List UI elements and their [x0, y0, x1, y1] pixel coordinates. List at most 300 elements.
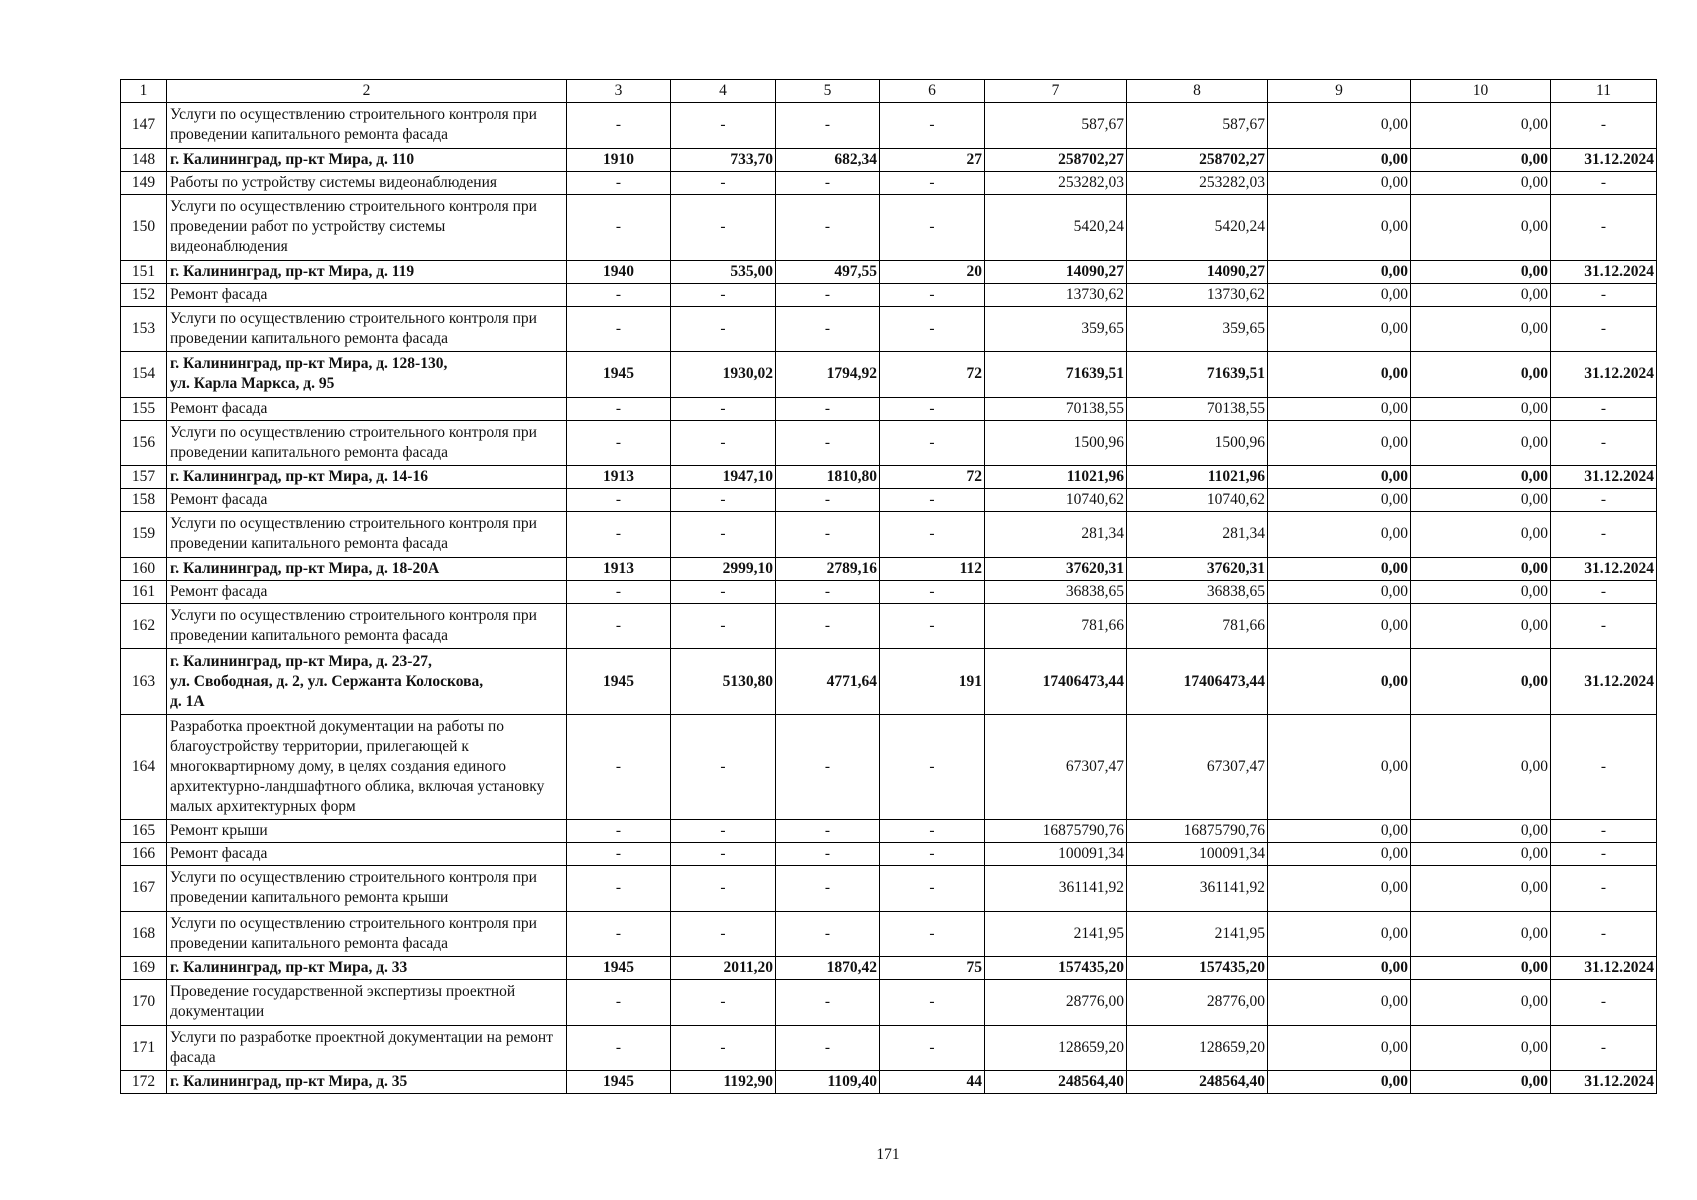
description-cell: г. Калининград, пр-кт Мира, д. 119 — [167, 260, 567, 283]
value-cell: - — [671, 980, 776, 1026]
value-cell: - — [671, 911, 776, 957]
table-row — [121, 980, 1657, 1026]
value-cell: - — [880, 171, 985, 194]
value-cell: - — [776, 512, 880, 558]
table-row — [121, 1025, 1657, 1071]
table-row — [121, 512, 1657, 558]
value-cell: 2999,10 — [671, 557, 776, 580]
value-cell: 0,00 — [1411, 352, 1551, 398]
date-cell: - — [1551, 911, 1657, 957]
description-cell: Работы по устройству системы видеонаблюдения — [167, 171, 567, 194]
value-cell: 17406473,44 — [985, 649, 1127, 715]
description-cell: Услуги по осуществлению строительного контроля при проведении капитального ремонта фасада — [167, 420, 567, 466]
description-cell: г. Калининград, пр-кт Мира, д. 33 — [167, 957, 567, 980]
value-cell: 16875790,76 — [985, 820, 1127, 843]
value-cell: 71639,51 — [1127, 352, 1268, 398]
row-number-cell: 151 — [121, 260, 167, 283]
year-cell: - — [567, 512, 671, 558]
value-cell: - — [671, 194, 776, 260]
value-cell: 72 — [880, 466, 985, 489]
table-body — [121, 103, 1657, 1094]
value-cell: 248564,40 — [1127, 1071, 1268, 1094]
description-cell: Услуги по разработке проектной документации на ремонт фасада — [167, 1025, 567, 1071]
value-cell: 4771,64 — [776, 649, 880, 715]
description-cell: г. Калининград, пр-кт Мира, д. 14-16 — [167, 466, 567, 489]
description-cell: Услуги по осуществлению строительного контроля при проведении капитального ремонта крыши — [167, 866, 567, 912]
column-header: 8 — [1127, 80, 1268, 103]
value-cell: 0,00 — [1268, 489, 1411, 512]
value-cell: 253282,03 — [985, 171, 1127, 194]
value-cell: 0,00 — [1411, 283, 1551, 306]
value-cell: 0,00 — [1411, 171, 1551, 194]
date-cell: - — [1551, 715, 1657, 820]
value-cell: 0,00 — [1411, 866, 1551, 912]
value-cell: - — [880, 397, 985, 420]
value-cell: 0,00 — [1268, 911, 1411, 957]
value-cell: 128659,20 — [1127, 1025, 1268, 1071]
date-cell: 31.12.2024 — [1551, 260, 1657, 283]
date-cell: - — [1551, 866, 1657, 912]
value-cell: - — [776, 820, 880, 843]
date-cell: 31.12.2024 — [1551, 557, 1657, 580]
table-row — [121, 957, 1657, 980]
value-cell: - — [671, 820, 776, 843]
description-cell: Ремонт крыши — [167, 820, 567, 843]
value-cell: - — [776, 194, 880, 260]
value-cell: 0,00 — [1411, 715, 1551, 820]
row-number-cell: 172 — [121, 1071, 167, 1094]
date-cell: 31.12.2024 — [1551, 1071, 1657, 1094]
value-cell: 535,00 — [671, 260, 776, 283]
value-cell: - — [671, 420, 776, 466]
value-cell: 361141,92 — [1127, 866, 1268, 912]
value-cell: 781,66 — [1127, 603, 1268, 649]
value-cell: 157435,20 — [985, 957, 1127, 980]
value-cell: - — [776, 866, 880, 912]
description-cell: г. Калининград, пр-кт Мира, д. 23-27, ул. Свободная, д. 2, ул. Сержанта Колоскова, д. 1А — [167, 649, 567, 715]
value-cell: 0,00 — [1268, 194, 1411, 260]
description-cell: г. Калининград, пр-кт Мира, д. 110 — [167, 148, 567, 171]
value-cell: 1109,40 — [776, 1071, 880, 1094]
date-cell: 31.12.2024 — [1551, 352, 1657, 398]
value-cell: - — [671, 603, 776, 649]
value-cell: 258702,27 — [985, 148, 1127, 171]
date-cell: - — [1551, 194, 1657, 260]
value-cell: 359,65 — [985, 306, 1127, 352]
table-row — [121, 649, 1657, 715]
value-cell: 281,34 — [1127, 512, 1268, 558]
value-cell: 157435,20 — [1127, 957, 1268, 980]
year-cell: - — [567, 715, 671, 820]
value-cell: 1500,96 — [1127, 420, 1268, 466]
value-cell: - — [880, 866, 985, 912]
table-row — [121, 580, 1657, 603]
value-cell: 0,00 — [1411, 603, 1551, 649]
value-cell: - — [671, 489, 776, 512]
value-cell: 2141,95 — [1127, 911, 1268, 957]
column-header: 5 — [776, 80, 880, 103]
value-cell: - — [671, 171, 776, 194]
year-cell: 1913 — [567, 557, 671, 580]
value-cell: - — [880, 512, 985, 558]
value-cell: 0,00 — [1268, 420, 1411, 466]
year-cell: - — [567, 1025, 671, 1071]
value-cell: 11021,96 — [985, 466, 1127, 489]
description-cell: Ремонт фасада — [167, 843, 567, 866]
table-row — [121, 103, 1657, 149]
value-cell: - — [880, 911, 985, 957]
table-row — [121, 466, 1657, 489]
value-cell: - — [671, 843, 776, 866]
date-cell: 31.12.2024 — [1551, 148, 1657, 171]
value-cell: 2141,95 — [985, 911, 1127, 957]
table-row — [121, 397, 1657, 420]
value-cell: 1192,90 — [671, 1071, 776, 1094]
row-number-cell: 149 — [121, 171, 167, 194]
value-cell: 0,00 — [1268, 957, 1411, 980]
header-row — [121, 80, 1657, 103]
value-cell: 0,00 — [1268, 980, 1411, 1026]
value-cell: - — [671, 103, 776, 149]
row-number-cell: 162 — [121, 603, 167, 649]
value-cell: - — [880, 420, 985, 466]
value-cell: 100091,34 — [1127, 843, 1268, 866]
value-cell: 0,00 — [1268, 103, 1411, 149]
row-number-cell: 171 — [121, 1025, 167, 1071]
value-cell: - — [776, 911, 880, 957]
value-cell: - — [880, 194, 985, 260]
row-number-cell: 157 — [121, 466, 167, 489]
date-cell: - — [1551, 1025, 1657, 1071]
date-cell: - — [1551, 420, 1657, 466]
table-row — [121, 283, 1657, 306]
value-cell: 497,55 — [776, 260, 880, 283]
row-number-cell: 168 — [121, 911, 167, 957]
description-cell: Услуги по осуществлению строительного контроля при проведении работ по устройству системы видеонаблюдения — [167, 194, 567, 260]
value-cell: 191 — [880, 649, 985, 715]
value-cell: - — [880, 843, 985, 866]
value-cell: 36838,65 — [1127, 580, 1268, 603]
value-cell: 1794,92 — [776, 352, 880, 398]
value-cell: 248564,40 — [985, 1071, 1127, 1094]
table-row — [121, 194, 1657, 260]
table-row — [121, 866, 1657, 912]
year-cell: - — [567, 866, 671, 912]
value-cell: 0,00 — [1411, 489, 1551, 512]
value-cell: - — [776, 306, 880, 352]
description-cell: Ремонт фасада — [167, 397, 567, 420]
row-number-cell: 148 — [121, 148, 167, 171]
value-cell: 2011,20 — [671, 957, 776, 980]
value-cell: 258702,27 — [1127, 148, 1268, 171]
column-header: 4 — [671, 80, 776, 103]
value-cell: 0,00 — [1268, 843, 1411, 866]
value-cell: 0,00 — [1268, 352, 1411, 398]
value-cell: 0,00 — [1268, 306, 1411, 352]
value-cell: 682,34 — [776, 148, 880, 171]
value-cell: 0,00 — [1268, 171, 1411, 194]
description-cell: г. Калининград, пр-кт Мира, д. 18-20А — [167, 557, 567, 580]
value-cell: 1870,42 — [776, 957, 880, 980]
value-cell: 0,00 — [1268, 1025, 1411, 1071]
row-number-cell: 166 — [121, 843, 167, 866]
value-cell: 0,00 — [1268, 512, 1411, 558]
row-number-cell: 152 — [121, 283, 167, 306]
value-cell: - — [776, 171, 880, 194]
value-cell: 0,00 — [1411, 260, 1551, 283]
description-cell: Ремонт фасада — [167, 580, 567, 603]
description-cell: г. Калининград, пр-кт Мира, д. 35 — [167, 1071, 567, 1094]
value-cell: 13730,62 — [985, 283, 1127, 306]
value-cell: 0,00 — [1268, 820, 1411, 843]
table-row — [121, 820, 1657, 843]
value-cell: 0,00 — [1411, 820, 1551, 843]
value-cell: 0,00 — [1411, 843, 1551, 866]
year-cell: - — [567, 820, 671, 843]
value-cell: 2789,16 — [776, 557, 880, 580]
date-cell: - — [1551, 103, 1657, 149]
column-header: 7 — [985, 80, 1127, 103]
value-cell: 37620,31 — [1127, 557, 1268, 580]
value-cell: - — [880, 306, 985, 352]
table-row — [121, 148, 1657, 171]
row-number-cell: 169 — [121, 957, 167, 980]
row-number-cell: 158 — [121, 489, 167, 512]
value-cell: 0,00 — [1411, 649, 1551, 715]
value-cell: 0,00 — [1268, 1071, 1411, 1094]
value-cell: 100091,34 — [985, 843, 1127, 866]
row-number-cell: 163 — [121, 649, 167, 715]
date-cell: - — [1551, 306, 1657, 352]
value-cell: 0,00 — [1411, 194, 1551, 260]
value-cell: - — [880, 980, 985, 1026]
year-cell: 1940 — [567, 260, 671, 283]
row-number-cell: 156 — [121, 420, 167, 466]
value-cell: - — [880, 603, 985, 649]
table-row — [121, 489, 1657, 512]
value-cell: 0,00 — [1268, 649, 1411, 715]
value-cell: 0,00 — [1411, 148, 1551, 171]
value-cell: 70138,55 — [1127, 397, 1268, 420]
page-number: 171 — [876, 1146, 900, 1163]
description-cell: Услуги по осуществлению строительного контроля при проведении капитального ремонта фасада — [167, 306, 567, 352]
value-cell: 71639,51 — [985, 352, 1127, 398]
value-cell: - — [776, 980, 880, 1026]
value-cell: - — [776, 103, 880, 149]
year-cell: - — [567, 171, 671, 194]
value-cell: 0,00 — [1268, 866, 1411, 912]
value-cell: 17406473,44 — [1127, 649, 1268, 715]
table-row — [121, 352, 1657, 398]
description-cell: г. Калининград, пр-кт Мира, д. 128-130, ул. Карла Маркса, д. 95 — [167, 352, 567, 398]
table-row — [121, 306, 1657, 352]
value-cell: 0,00 — [1411, 103, 1551, 149]
value-cell: 0,00 — [1411, 911, 1551, 957]
value-cell: 128659,20 — [985, 1025, 1127, 1071]
value-cell: 5420,24 — [1127, 194, 1268, 260]
row-number-cell: 150 — [121, 194, 167, 260]
value-cell: 0,00 — [1268, 260, 1411, 283]
date-cell: - — [1551, 171, 1657, 194]
value-cell: 587,67 — [1127, 103, 1268, 149]
year-cell: - — [567, 306, 671, 352]
value-cell: 1930,02 — [671, 352, 776, 398]
date-cell: 31.12.2024 — [1551, 466, 1657, 489]
value-cell: - — [880, 103, 985, 149]
value-cell: 10740,62 — [985, 489, 1127, 512]
value-cell: 359,65 — [1127, 306, 1268, 352]
year-cell: - — [567, 489, 671, 512]
date-cell: - — [1551, 843, 1657, 866]
value-cell: 28776,00 — [985, 980, 1127, 1026]
value-cell: 781,66 — [985, 603, 1127, 649]
value-cell: - — [880, 580, 985, 603]
value-cell: 20 — [880, 260, 985, 283]
year-cell: - — [567, 843, 671, 866]
value-cell: 0,00 — [1411, 957, 1551, 980]
year-cell: - — [567, 603, 671, 649]
value-cell: 36838,65 — [985, 580, 1127, 603]
row-number-cell: 155 — [121, 397, 167, 420]
year-cell: - — [567, 911, 671, 957]
row-number-cell: 159 — [121, 512, 167, 558]
row-number-cell: 165 — [121, 820, 167, 843]
row-number-cell: 170 — [121, 980, 167, 1026]
description-cell: Разработка проектной документации на работы по благоустройству территории, прилегающей к многоквартирному дому, в целях создания единого архитектурно-ландшафтного облика, включая установку малых архитектурных форм — [167, 715, 567, 820]
column-header: 9 — [1268, 80, 1411, 103]
column-header: 10 — [1411, 80, 1551, 103]
date-cell: - — [1551, 580, 1657, 603]
value-cell: - — [776, 843, 880, 866]
table-row — [121, 557, 1657, 580]
value-cell: - — [671, 866, 776, 912]
value-cell: 361141,92 — [985, 866, 1127, 912]
value-cell: 14090,27 — [1127, 260, 1268, 283]
description-cell: Проведение государственной экспертизы проектной документации — [167, 980, 567, 1026]
description-cell: Ремонт фасада — [167, 489, 567, 512]
value-cell: - — [671, 306, 776, 352]
year-cell: - — [567, 283, 671, 306]
row-number-cell: 153 — [121, 306, 167, 352]
value-cell: 0,00 — [1268, 603, 1411, 649]
table-row — [121, 1071, 1657, 1094]
value-cell: 0,00 — [1268, 466, 1411, 489]
value-cell: 16875790,76 — [1127, 820, 1268, 843]
value-cell: 0,00 — [1268, 148, 1411, 171]
table-row — [121, 911, 1657, 957]
value-cell: 0,00 — [1411, 420, 1551, 466]
table-row — [121, 715, 1657, 820]
value-cell: 112 — [880, 557, 985, 580]
value-cell: 281,34 — [985, 512, 1127, 558]
value-cell: 0,00 — [1268, 397, 1411, 420]
description-cell: Ремонт фасада — [167, 283, 567, 306]
column-header: 11 — [1551, 80, 1657, 103]
value-cell: - — [776, 580, 880, 603]
description-cell: Услуги по осуществлению строительного контроля при проведении капитального ремонта фасада — [167, 603, 567, 649]
value-cell: 10740,62 — [1127, 489, 1268, 512]
value-cell: - — [671, 1025, 776, 1071]
table-row — [121, 171, 1657, 194]
value-cell: 75 — [880, 957, 985, 980]
date-cell: 31.12.2024 — [1551, 957, 1657, 980]
column-header: 3 — [567, 80, 671, 103]
value-cell: - — [776, 397, 880, 420]
description-cell: Услуги по осуществлению строительного контроля при проведении капитального ремонта фасада — [167, 103, 567, 149]
value-cell: 1810,80 — [776, 466, 880, 489]
value-cell: 72 — [880, 352, 985, 398]
description-cell: Услуги по осуществлению строительного контроля при проведении капитального ремонта фасада — [167, 512, 567, 558]
row-number-cell: 154 — [121, 352, 167, 398]
value-cell: 0,00 — [1411, 1025, 1551, 1071]
year-cell: - — [567, 397, 671, 420]
date-cell: - — [1551, 283, 1657, 306]
value-cell: - — [776, 283, 880, 306]
table-row — [121, 260, 1657, 283]
year-cell: 1945 — [567, 649, 671, 715]
date-cell: - — [1551, 980, 1657, 1026]
row-number-cell: 161 — [121, 580, 167, 603]
date-cell: - — [1551, 397, 1657, 420]
date-cell: 31.12.2024 — [1551, 649, 1657, 715]
column-header: 2 — [167, 80, 567, 103]
table-row — [121, 843, 1657, 866]
value-cell: 0,00 — [1411, 557, 1551, 580]
year-cell: - — [567, 980, 671, 1026]
table-row — [121, 603, 1657, 649]
value-cell: 0,00 — [1411, 466, 1551, 489]
value-cell: - — [880, 1025, 985, 1071]
value-cell: 0,00 — [1268, 580, 1411, 603]
column-header: 6 — [880, 80, 985, 103]
year-cell: - — [567, 103, 671, 149]
value-cell: - — [671, 715, 776, 820]
row-number-cell: 160 — [121, 557, 167, 580]
year-cell: - — [567, 420, 671, 466]
value-cell: 67307,47 — [985, 715, 1127, 820]
value-cell: 1947,10 — [671, 466, 776, 489]
value-cell: - — [776, 1025, 880, 1071]
value-cell: 253282,03 — [1127, 171, 1268, 194]
value-cell: 0,00 — [1268, 715, 1411, 820]
date-cell: - — [1551, 489, 1657, 512]
column-header: 1 — [121, 80, 167, 103]
value-cell: - — [776, 489, 880, 512]
year-cell: 1910 — [567, 148, 671, 171]
value-cell: - — [880, 283, 985, 306]
value-cell: - — [880, 715, 985, 820]
value-cell: 37620,31 — [985, 557, 1127, 580]
value-cell: - — [671, 580, 776, 603]
year-cell: - — [567, 580, 671, 603]
value-cell: 0,00 — [1411, 397, 1551, 420]
value-cell: - — [776, 420, 880, 466]
value-cell: 0,00 — [1268, 557, 1411, 580]
value-cell: 11021,96 — [1127, 466, 1268, 489]
date-cell: - — [1551, 820, 1657, 843]
value-cell: 0,00 — [1411, 512, 1551, 558]
year-cell: 1945 — [567, 957, 671, 980]
year-cell: 1913 — [567, 466, 671, 489]
value-cell: 13730,62 — [1127, 283, 1268, 306]
value-cell: 1500,96 — [985, 420, 1127, 466]
value-cell: 0,00 — [1411, 306, 1551, 352]
value-cell: 44 — [880, 1071, 985, 1094]
value-cell: 67307,47 — [1127, 715, 1268, 820]
table-row — [121, 420, 1657, 466]
value-cell: - — [671, 283, 776, 306]
row-number-cell: 147 — [121, 103, 167, 149]
